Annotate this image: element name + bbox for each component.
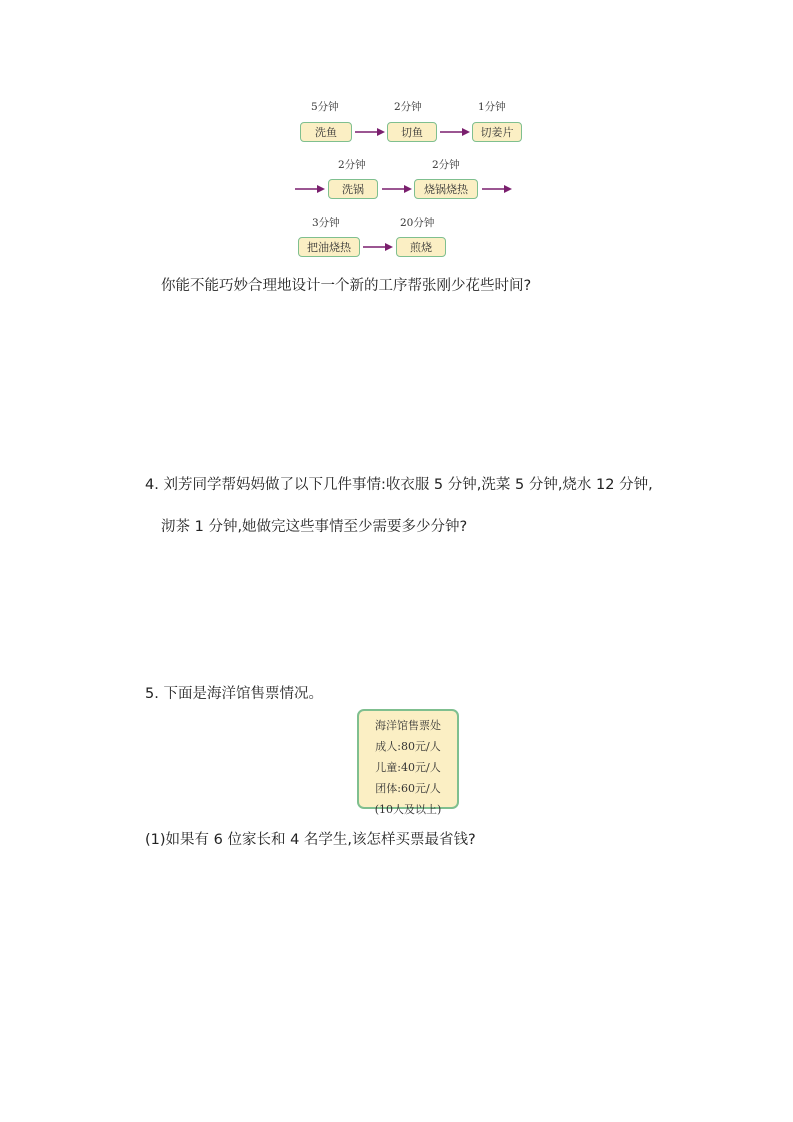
duration-label: 2分钟 xyxy=(432,159,460,171)
step-box: 烧锅烧热 xyxy=(414,179,478,199)
arrow-icon xyxy=(355,126,385,138)
question4-line2: 沏茶 1 分钟,她做完这些事情至少需要多少分钟? xyxy=(161,519,468,535)
step-box: 洗锅 xyxy=(328,179,378,199)
step-box: 切姜片 xyxy=(472,122,522,142)
duration-label: 2分钟 xyxy=(338,159,366,171)
ticket-board-title: 海洋馆售票处 xyxy=(375,719,441,732)
arrow-icon xyxy=(295,183,325,195)
step-box: 洗鱼 xyxy=(300,122,352,142)
question3-prompt: 你能不能巧妙合理地设计一个新的工序帮张刚少花些时间? xyxy=(161,278,532,294)
duration-label: 20分钟 xyxy=(400,217,435,229)
step-box: 切鱼 xyxy=(387,122,437,142)
step-box: 煎烧 xyxy=(396,237,446,257)
duration-label: 3分钟 xyxy=(312,217,340,229)
duration-label: 2分钟 xyxy=(394,101,422,113)
ticket-adult-price: 成人:80元/人 xyxy=(375,740,441,753)
duration-label: 5分钟 xyxy=(311,101,339,113)
ticket-group-price: 团体:60元/人 xyxy=(375,782,441,795)
duration-label: 1分钟 xyxy=(478,101,506,113)
arrow-icon xyxy=(482,183,512,195)
question4-line1: 4. 刘芳同学帮妈妈做了以下几件事情:收衣服 5 分钟,洗菜 5 分钟,烧水 12 分钟, xyxy=(145,477,653,493)
step-box: 把油烧热 xyxy=(298,237,360,257)
ticket-group-note: (10人及以上) xyxy=(374,803,442,816)
arrow-icon xyxy=(440,126,470,138)
ticket-child-price: 儿童:40元/人 xyxy=(375,761,441,774)
ticket-price-board xyxy=(357,709,459,816)
question5-sub1: (1)如果有 6 位家长和 4 名学生,该怎样买票最省钱? xyxy=(145,832,476,848)
question5-intro: 5. 下面是海洋馆售票情况。 xyxy=(145,686,323,702)
arrow-icon xyxy=(363,241,393,253)
arrow-icon xyxy=(382,183,412,195)
